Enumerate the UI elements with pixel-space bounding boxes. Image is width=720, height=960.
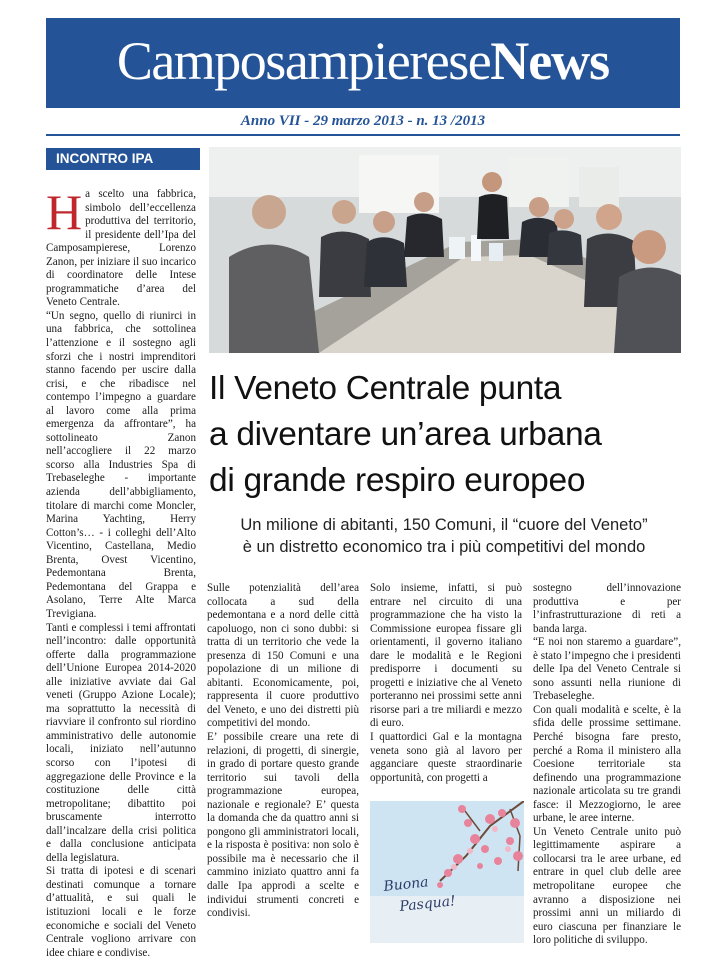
left-paragraph-3: Tanti e complessi i temi affrontati nell’incontro: dalle opportunità offerte dalla programmazione dell’Unione Europea 2014-2020 alle iniziative avviate dai Gal veneti (Gruppo Azione Locale); ma soprattutto la necessità di riavviare il confronto sul riordino amministrativo delle autonomie locali, iniziato nell’autunno scorso con l’ipotesi di aggregazione delle Province e la costituzione delle città metropolitane; dibattito poi bruscamente interrotto dall’incalzare della crisi politica e dalla conclusione anticipata della legislatura.	[46, 621, 196, 864]
left-paragraph-1-text: a scelto una fabbrica, simbolo dell’eccellenza produttiva del territorio, il presidente dell’Ipa del Camposampierese, Lorenzo Zanon, per iniziare il suo incarico di coordinatore delle Intese programmatiche d’area del Veneto Centrale.	[46, 188, 196, 309]
left-paragraph-4: Si tratta di ipotesi e di scenari destinati comunque a tornare d’attualità, e sui quali le istituzioni locali e le forze economiche e sociali del Veneto Centrale vogliono arrivare con idee chiare e condivise.	[46, 865, 196, 959]
masthead	[46, 18, 680, 108]
left-column	[46, 184, 196, 959]
headline-line-2: a diventare un’area urbana	[209, 416, 602, 453]
masthead-title-part1: Camposampierese	[116, 31, 491, 91]
col4-paragraph-1: sostegno dell’innovazione produttiva e per l’infrastrutturazione di reti a banda larga.	[533, 582, 681, 635]
left-paragraph-1	[46, 184, 196, 310]
easter-greeting-illustration	[370, 801, 524, 943]
easter-greeting-line-1: Buona	[382, 874, 430, 895]
left-paragraph-2: “Un segno, quello di riunirci in una fabbrica, che sottolinea l’attenzione e il sostegno agli sforzi che i nostri imprenditori stanno facendo per uscire dalla crisi, e che ribadisce nel contempo l’impegno a guardare al lavoro come alla prima emergenza da affrontare”, ha sottolineato Zanon nell’accogliere il 22 marzo scorso alla Industries Spa di Trebaseleghe - importante azienda dell’abbigliamento, titolare di marchi come Moncler, Marina Yachting, Herry Cotton’s… - i colleghi dell’Alto Vicentino, Castellana, Medio Brenta, Ovest Vicentino, Pedemontana Brenta, Pedemontana del Grappa e Asolano, Terre Alte Marca Trevigiana.	[46, 309, 196, 620]
headline	[209, 366, 689, 504]
headline-line-1: Il Veneto Centrale punta	[209, 370, 562, 407]
easter-greeting-image	[370, 801, 524, 943]
subheadline-line-2: è un distretto economico tra i più competitivi del mondo	[242, 538, 646, 556]
body-column-4	[533, 582, 681, 947]
easter-greeting-line-2: Pasqua!	[398, 893, 457, 915]
meeting-photo-illustration	[209, 147, 681, 353]
col3-paragraph-1: Solo insieme, infatti, si può entrare nel circuito di una programmazione che ha visto la Commissione europea fissare gli orientamenti, il governo italiano dare le modalità e le Regioni predisporre i documenti su progetti e iniziative che al Veneto porteranno nei prossimi sette anni risorse pari a tre miliardi e mezzo di euro.	[370, 582, 522, 730]
col4-paragraph-2: “E noi non staremo a guardare”, è stato l’impegno che i presidenti delle Ipa del Veneto Centrale si sono assunti nella riunione di Trebaseleghe.	[533, 636, 681, 703]
subheadline	[200, 514, 688, 558]
subheadline-line-1: Un milione di abitanti, 150 Comuni, il “cuore del Veneto”	[240, 516, 648, 534]
body-column-3	[370, 582, 522, 782]
col2-paragraph-1: Sulle potenzialità dell’area collocata a sud della pedemontana e a nord delle città capoluogo, non ci sono dubbi: si tratta di un territorio che vede la presenza di 150 Comuni e una popolazione di un milione di abitanti. Economicamente, poi, rappresenta il cuore produttivo del Veneto, e uno dei distretti più competitivi del mondo.	[207, 582, 359, 730]
headline-line-3: di grande respiro europeo	[209, 462, 586, 499]
col2-paragraph-2: E’ possibile creare una rete di relazioni, di progetti, di sinergie, in grado di portare questo grande territorio sui tavoli della programmazione europea, nazionale e regionale? E’ questa la domanda che da quattro anni si pongono gli amministratori locali, e la risposta è positiva: non solo è possibile ma è necessario che il cammino iniziato quattro anni fa dalle Ipa approdi a scelte e individui strumenti concreti e condivisi.	[207, 731, 359, 920]
section-tag: INCONTRO IPA	[46, 148, 200, 170]
col4-paragraph-4: Un Veneto Centrale unito può legittimamente aspirare a collocarsi tra le aree urbane, ed entrare in quel club delle aree metropolitane europee che avranno a disposizione nei prossimi anni un miliardo di euro ciascuna per finanziare le loro politiche di sviluppo.	[533, 825, 681, 947]
masthead-title	[46, 28, 680, 108]
issue-line: Anno VII - 29 marzo 2013 - n. 13 /2013	[240, 113, 486, 129]
body-column-2	[207, 582, 359, 942]
col3-paragraph-2: I quattordici Gal e la montagna veneta sono già al lavoro per agganciare queste straordinarie opportunità, con progetti a	[370, 731, 522, 784]
col4-paragraph-3: Con quali modalità e scelte, è la sfida delle prossime settimane. Perché bisogna fare presto, perché a Roma il ministero alla Coesione territoriale sta definendo una programmazione nazionale articolata su tre grandi fasce: il Mezzogiorno, le aree urbane, le aree interne.	[533, 703, 681, 825]
dropcap: H	[46, 184, 83, 240]
meeting-photo	[209, 147, 681, 353]
issue-rule	[46, 134, 680, 136]
masthead-title-part2: News	[490, 31, 610, 91]
